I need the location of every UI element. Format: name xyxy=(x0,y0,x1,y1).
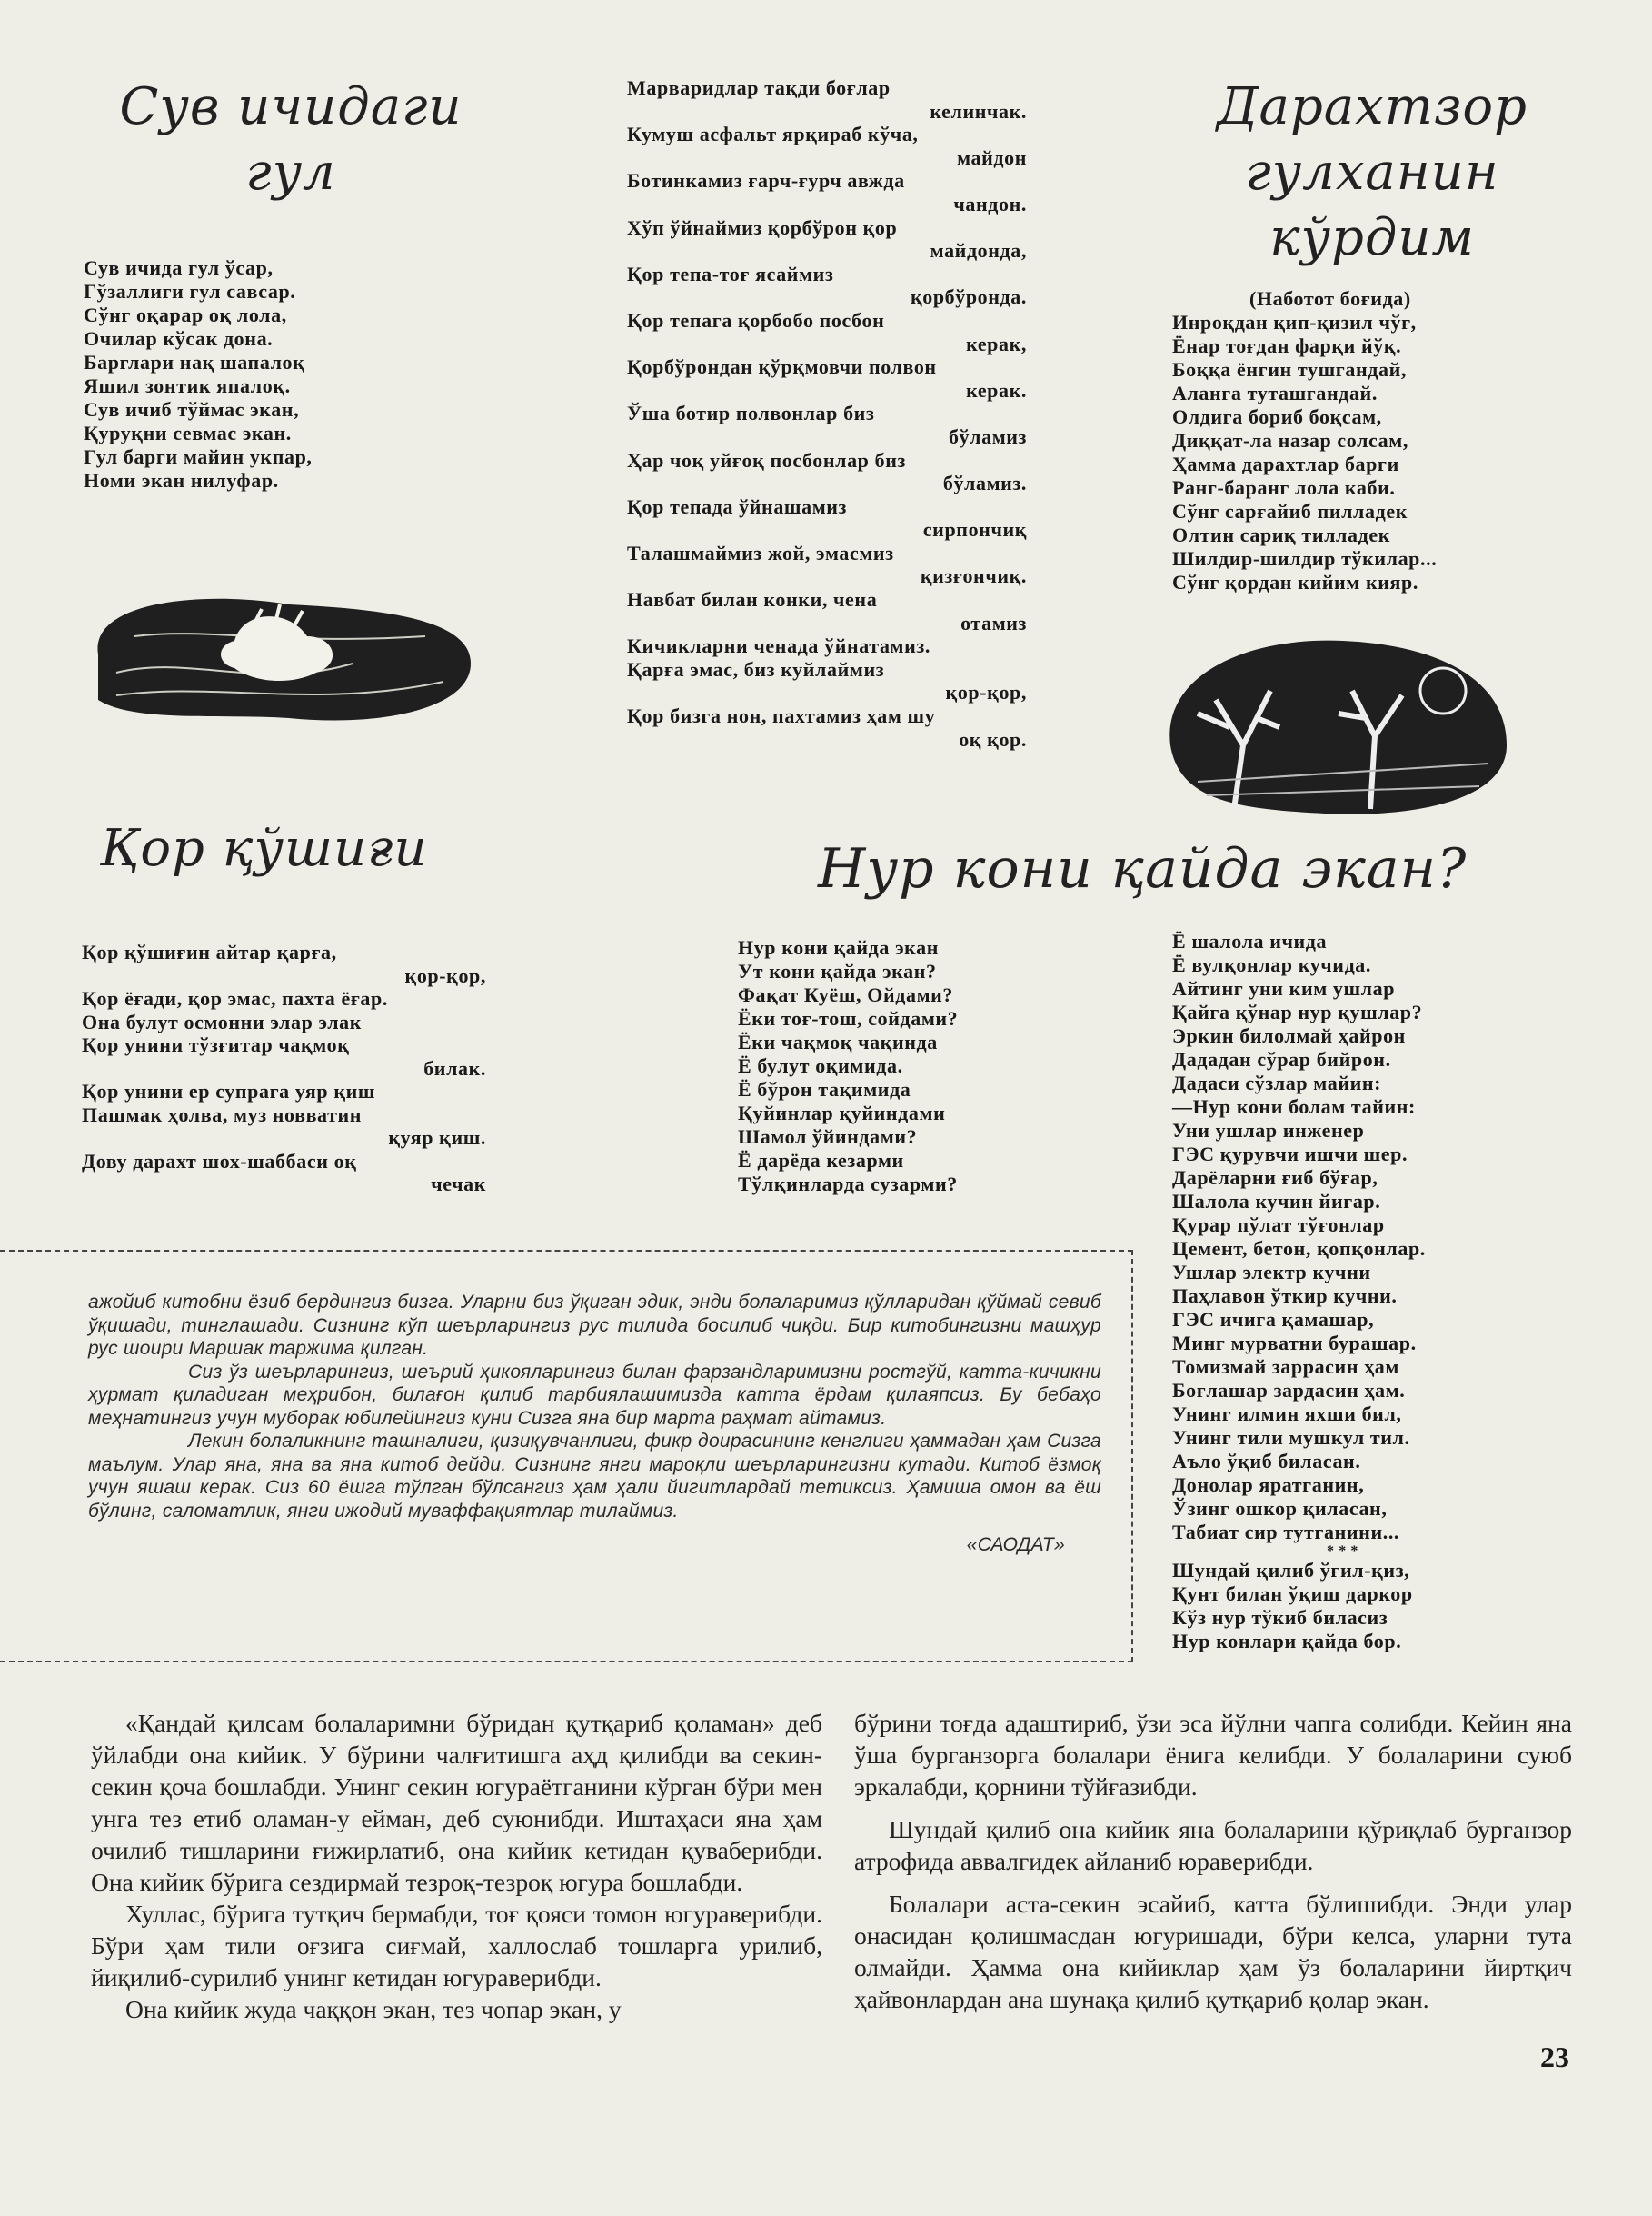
poem-line: Қор тепага қорбобо посбон xyxy=(627,308,885,332)
poem-line: Уни ушлар инженер xyxy=(1172,1119,1365,1142)
water-lily-illustration xyxy=(80,573,480,736)
poem-line-continuation: оқ қор. xyxy=(959,727,1027,751)
poem-line: Марваридлар тақди боғлар xyxy=(627,76,891,99)
poem-line: Талашмаймиз жой, эмасмиз xyxy=(627,541,894,564)
trees-illustration xyxy=(1143,627,1516,823)
poem-line: Гул барги майин укпар, xyxy=(84,445,313,468)
poem-line: Боққа ёнгин тушгандай, xyxy=(1172,358,1407,381)
poem-subtitle: (Наботот боғида) xyxy=(1249,287,1411,310)
poem-line: Гўзаллиги гул савсар. xyxy=(84,280,296,303)
poem-line: Инроқдан қип-қизил чўғ, xyxy=(1172,311,1417,334)
poem-line: Паҳлавон ўткир кучни. xyxy=(1172,1284,1398,1307)
poem-line: Минг мурватни бурашар. xyxy=(1172,1332,1417,1354)
poem-title-daraxtzor xyxy=(1181,75,1563,271)
poem-line-continuation: сирпончиқ xyxy=(922,518,1027,542)
poem-daraxtzor xyxy=(1172,311,1536,594)
poem-line: Қурар пўлат тўғонлар xyxy=(1172,1213,1385,1236)
poem-title-qor-qoshigi: Қор қўшиғи xyxy=(100,819,428,878)
poem-line: Қуруқни севмас экан. xyxy=(84,422,292,444)
poem-line: Дадаси сўзлар майин: xyxy=(1172,1072,1382,1094)
poem-line: Барглари нақ шапалоқ xyxy=(84,351,305,374)
poem-line: Қор бизга нон, пахтамиз ҳам шу xyxy=(627,704,936,728)
story-paragraph: Она кийик жуда чаққон экан, тез чопар экан, у xyxy=(125,1995,622,2023)
story-paragraph: Шундай қилиб она кийик яна болаларини қўриқлаб бурганзор атрофида аввалгидек айланиб юраверибди. xyxy=(854,1815,1572,1875)
poem-line-continuation: керак. xyxy=(966,378,1027,402)
poem-line: ГЭС ичига қамашар, xyxy=(1172,1308,1375,1331)
story-paragraph: Хуллас, бўрига тутқич бермабди, тоғ қояси томон югураверибди. Бўри ҳам тили оғзига сиғмай, халлослаб тошларга урилиб, йиқилиб-сурилиб унинг кетидан югураверибди. xyxy=(91,1900,822,1991)
poem-line-continuation: бўламиз xyxy=(948,424,1027,448)
poem-line: Фақат Куёш, Ойдами? xyxy=(738,983,954,1006)
letter-signature: «САОДАТ» xyxy=(966,1534,1065,1555)
poem-line: Донолар яратганин, xyxy=(1172,1473,1365,1496)
poem-line: Қор тепа-тоғ ясаймиз xyxy=(627,262,834,285)
poem-nur-koni-col1 xyxy=(738,936,1038,1196)
poem-line: Қор унини ер супрага уяр қиш xyxy=(82,1080,376,1103)
poem-line-continuation: билак. xyxy=(423,1056,486,1080)
poem-line: Ут кони қайда экан? xyxy=(738,960,937,983)
letter-paragraph: ажойиб китобни ёзиб бердингиз бизга. Уларни биз ўқиган эдик, энди болаларимиз қўлларидан қўймай севиб ўқишади, тинглашади. Сизнинг кўп шеърларингиз рус тилида босилиб чиқди. Бир китобингизни машҳур рус шоири Маршак таржима қилган. xyxy=(88,1292,1101,1359)
poem-line-continuation: майдонда, xyxy=(930,239,1027,263)
story-paragraph: «Қандай қилсам болаларимни бўридан қутқариб қоламан» деб ўйлабди она кийик. У бўрини чалғитишга аҳд қилибди ва секин-секин қоча бошлабди. Унинг секин югураётганини кўрган бўри мен унга тез етиб оламан-у ейман, деб суюнибди. Иштаҳаси яна ҳам очилиб тишларини ғижирлатиб, она кийик кетидан қуваберибди. Она кийик бўрига сездирмай тезроқ-тезроқ югура бошлабди. xyxy=(91,1709,822,1896)
poem-line: Табиат сир тутганини... xyxy=(1172,1521,1400,1543)
poem-line: Қуйинлар қуйиндами xyxy=(738,1102,946,1124)
poem-line-continuation: қуяр қиш. xyxy=(388,1126,486,1149)
poem-stanza xyxy=(1172,1559,1536,1653)
poem-line: Қарға эмас, биз куйлаймиз xyxy=(627,657,885,681)
stanza-separator: * * * xyxy=(1327,1543,1358,1559)
story-left-column xyxy=(91,1707,822,2025)
poem-line: Навбат билан конки, чена xyxy=(627,588,878,612)
poem-line: Кўз нур тўкиб биласиз xyxy=(1172,1606,1388,1629)
story-right-column xyxy=(854,1707,1572,2015)
poem-line: Ёнар тоғдан фарқи йўқ. xyxy=(1172,334,1402,357)
poem-line: Аъло ўқиб биласан. xyxy=(1172,1450,1361,1472)
poem-line: Шундай қилиб ўғил-қиз, xyxy=(1172,1559,1410,1582)
poem-line: Айтинг уни ким ушлар xyxy=(1172,977,1396,1000)
poem-title-nur-koni: Нур кони қайда экан? xyxy=(818,837,1468,901)
poem-line: Дарёларни ғиб бўғар, xyxy=(1172,1166,1378,1189)
poem-title-suv-ichidagi-gul: Сув ичидаги гул xyxy=(119,77,463,202)
poem-line: Нур кони қайда экан xyxy=(738,936,939,959)
poem-line-continuation: отамиз xyxy=(960,611,1027,634)
poem-line: Ҳамма дарахтлар барги xyxy=(1172,453,1399,475)
poem-line: Ёки тоғ-тош, сойдами? xyxy=(738,1007,959,1030)
poem-line: Шалола кучин йиғар. xyxy=(1172,1190,1381,1213)
poem-line: Кичикларни ченада ўйнатамиз. xyxy=(627,634,930,658)
poem-line: Ушлар электр кучни xyxy=(1172,1261,1371,1283)
poem-line-continuation: керак, xyxy=(966,332,1027,355)
poem-line: Ё вулқонлар кучида. xyxy=(1172,953,1372,976)
poem-line: Ранг-баранг лола каби. xyxy=(1172,476,1396,499)
poem-line: Яшил зонтик япалоқ. xyxy=(84,374,291,397)
poem-line: Она булут осмонни элар элак xyxy=(82,1010,363,1033)
poem-line: Нур конлари қайда бор. xyxy=(1172,1630,1402,1652)
title-line: гулханин xyxy=(1245,143,1499,202)
poem-stanza xyxy=(1172,930,1536,1544)
poem-line: Шилдир-шилдир тўкилар... xyxy=(1172,547,1438,570)
poem-line: Олтин сариқ тилладек xyxy=(1172,524,1390,546)
poem-line: Ё бўрон тақимида xyxy=(738,1078,911,1101)
poem-line-continuation: бўламиз. xyxy=(942,472,1027,495)
poem-line: Тўлқинларда сузарми? xyxy=(738,1173,958,1195)
poem-line: Аланга туташгандай. xyxy=(1172,382,1378,404)
poem-line: Боғлашар зардасин ҳам. xyxy=(1172,1379,1406,1402)
poem-line: Қунт билан ўқиш даркор xyxy=(1172,1582,1413,1605)
poem-line: —Нур кони болам тайин: xyxy=(1172,1095,1416,1118)
letter-text xyxy=(88,1291,1101,1557)
poem-line: Дову дарахт шох-шаббаси оқ xyxy=(82,1149,357,1173)
poem-line: Қор қўшиғин айтар қарға, xyxy=(82,941,337,963)
poem-line-continuation: майдон xyxy=(957,145,1027,169)
poem-qor-qoshigi xyxy=(82,941,486,1196)
poem-line: Ҳар чоқ уйғоқ посбонлар биз xyxy=(627,448,906,472)
poem-line: Диққат-ла назар солсам, xyxy=(1172,429,1408,452)
poem-line: Томизмай заррасин ҳам xyxy=(1172,1355,1399,1378)
poem-line: Унинг тили мушкул тил. xyxy=(1172,1426,1410,1449)
title-line: Дарахтзор xyxy=(1217,77,1528,136)
story-paragraph: Болалари аста-секин эсайиб, катта бўлишибди. Энди улар онасидан қолишмасдан югуришади, бўри келса, уларни тута олмайди. Ҳамма она кийиклар ҳам ўз болаларини йиртқич ҳайвонлардан ана шунақа қилиб қутқариб қолар экан. xyxy=(854,1890,1572,2013)
poem-line-continuation: чандон. xyxy=(953,192,1027,215)
poem-line: Қор унини тўзғитар чақмоқ xyxy=(82,1033,350,1056)
poem-line-continuation: чечак xyxy=(431,1173,486,1195)
poem-line: Ўзинг ошкор қиласан, xyxy=(1172,1497,1388,1520)
letter-paragraph: Сиз ўз шеърларингиз, шеърий ҳикояларингиз билан фарзандларимизни ростгўй, катта-кичикни ҳурмат қиладиган меҳрибон, билағон қилиб тарбиялашимизда катта ёрдам қилаяпсиз. Бу бебаҳо меҳнатингиз учун муборак юбилейингиз куни Сизга яна бир марта раҳмат айтамиз. xyxy=(88,1361,1101,1429)
poem-line: Дададан сўрар бийрон. xyxy=(1172,1048,1391,1071)
poem-line: Ўша ботир полвонлар биз xyxy=(627,402,875,425)
poem-line-continuation: қор-қор, xyxy=(404,963,486,987)
poem-line: Сўнг қордан кийим кияр. xyxy=(1172,571,1418,594)
poem-line: Қайга қўнар нур қушлар? xyxy=(1172,1001,1423,1023)
poem-nur-koni-col2 xyxy=(1172,930,1536,1653)
poem-line: Қор тепада ўйнашамиз xyxy=(627,494,847,518)
poem-line: Пашмак ҳолва, муз новватин xyxy=(82,1103,363,1126)
letter-paragraph: Лекин болаликнинг ташналиги, қизиқувчанлиги, фикр доирасининг кенглиги ҳаммадан ҳам Сизга маълум. Улар яна, яна ва яна китоб дейди. Сизнинг янги мароқли шеърларингизни кутади. Китоб ёзмоқ учун яшаш керак. Сиз 60 ёшга тўлган бўлсангиз ҳам ҳали йигитлардай тетиксиз. Ҳамиша омон ва ёш бўлинг, саломатлик, янги ижодий муваффақиятлар тилаймиз. xyxy=(88,1431,1101,1522)
poem-line-continuation: келинчак. xyxy=(930,99,1027,123)
poem-line: Қорбўрондан қўрқмовчи полвон xyxy=(627,355,937,379)
poem-line: Унинг илмин яхши бил, xyxy=(1172,1402,1402,1425)
story-paragraph: бўрини тоғда адаштириб, ўзи эса йўлни чапга солибди. Кейин яна ўша бурганзорга болалари ёнига келибди. У болаларини суюб эркалабди, қорнини тўйғазибди. xyxy=(854,1709,1572,1801)
poem-line: Ё дарёда кезарми xyxy=(738,1149,904,1172)
poem-line-continuation: қор-қор, xyxy=(945,681,1027,704)
page-number: 23 xyxy=(1540,2041,1569,2073)
poem-line: Номи экан нилуфар. xyxy=(84,469,279,492)
poem-line: Ё булут оқимида. xyxy=(738,1054,903,1077)
poem-line: Очилар кўсак дона. xyxy=(84,327,274,350)
title-line: кўрдим xyxy=(1269,208,1475,267)
poem-line: Ёки чақмоқ чақинда xyxy=(738,1031,938,1053)
poem-line: Олдига бориб боқсам, xyxy=(1172,405,1382,428)
poem-suv-ichidagi-gul xyxy=(84,256,465,493)
poem-line: Хўп ўйнаймиз қорбўрон қор xyxy=(627,215,898,239)
poem-line: Ё шалола ичида xyxy=(1172,930,1328,953)
poem-line-continuation: қорбўронда. xyxy=(910,285,1027,309)
poem-line: Эркин билолмай ҳайрон xyxy=(1172,1024,1406,1047)
poem-line: Сув ичида гул ўсар, xyxy=(84,256,274,279)
poem-line: Сўнг оқарар оқ лола, xyxy=(84,304,287,326)
poem-line: Ботинкамиз ғарч-ғурч авжда xyxy=(627,169,905,193)
poem-line-continuation: қизғончиқ. xyxy=(920,564,1027,588)
poem-line: Сув ичиб тўймас экан, xyxy=(84,398,300,421)
poem-line: ГЭС қурувчи ишчи шер. xyxy=(1172,1143,1408,1165)
poem-line: Кумуш асфальт ярқираб кўча, xyxy=(627,123,919,146)
poem-line: Шамол ўйиндами? xyxy=(738,1125,918,1148)
poem-line: Сўнг сарғайиб пилладек xyxy=(1172,500,1408,523)
poem-line: Қор ёғади, қор эмас, пахта ёғар. xyxy=(82,987,388,1010)
poem-qor-middle xyxy=(627,76,1027,751)
poem-line: Цемент, бетон, қопқонлар. xyxy=(1172,1237,1426,1260)
